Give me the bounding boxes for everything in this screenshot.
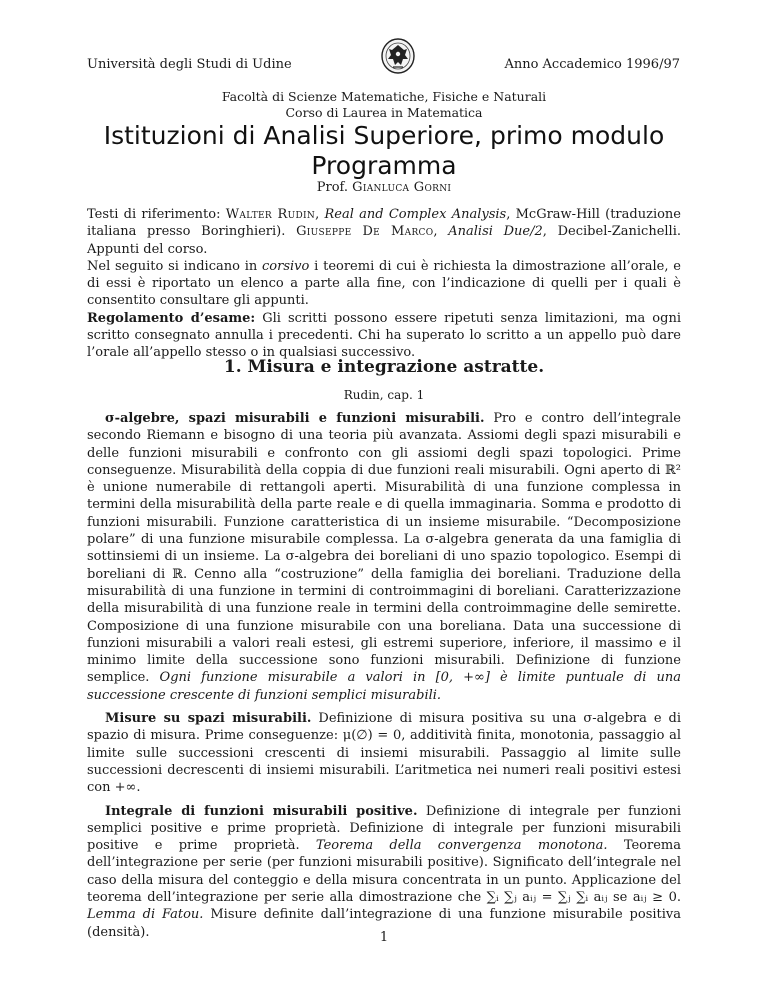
paragraph-measures <box>87 710 681 796</box>
book-rudin: Real and Complex Analysis <box>324 207 507 222</box>
section-title: 1. Misura e integrazione astratte. <box>223 357 545 377</box>
p1-theorem: Ogni funzione misurabile a valori in [0, +∞] è limite puntuale di una successione crescente di funzioni semplici misurabili. <box>87 670 681 703</box>
italic-note <box>87 258 681 310</box>
p2-heading: Misure su spazi misurabili. <box>105 711 312 727</box>
note-em: corsivo <box>262 258 310 274</box>
author-rudin: Walter Rudin <box>225 207 316 222</box>
p1-text: Pro e contro dell’integrale secondo Riemann e bisogno di una teoria più avanzata. Assiomi degli spazi misurabili e delle funzioni misurabili e confronto con gli assiomi degli spazi topologici. Prime conseguenze. Misurabilità della coppia di due funzioni reali misurabili. Ogni aperto di ℝ² è unione numerabile di rettangoli aperti. Misurabilità di una funzione complessa in termini della misurabilità della parte reale e di quella immaginaria. Somma e prodotto di funzioni misurabili. Funzione caratteristica di un insieme misurabile. “Decomposizione polare” di una funzione misurabile complessa. La σ-algebra generata da una famiglia di sottinsiemi di un insieme. La σ-algebra dei boreliani di uno spazio topologico. Esempi di boreliani di ℝ. Cenno alla “costruzione” della famiglia dei boreliani. Traduzione della misurabilità di una funzione in termini di controimmagini di boreliani. Caratterizzazione della misurabilità di una funzione reale in termini della controimmagine delle semirette. Composizione di una funzione misurabile con una boreliana. Data una successione di funzioni misurabili a valori reali estesi, gli estremi superiore, inferiore, il massimo e il minimo limite della successione sono funzioni misurabili. Definizione di funzione semplice. <box>87 411 681 686</box>
p3-text-a: Definizione di integrale per funzioni semplici positive e prime proprietà. Definizione di integrale per funzioni misurabili positive e prime proprietà. <box>87 803 682 854</box>
reference-texts: Testi di riferimento: Walter Rudin, Real and Complex Analysis, McGraw-Hill (traduzione italiana presso Boringhieri). Giuseppe De Marco, Analisi Due/2, Decibel-Zanichelli. Appunti del corso. <box>87 207 682 257</box>
book-demarco-details: , Decibel-Zanichelli. Appunti del corso. <box>87 224 682 257</box>
p2-text: Definizione di misura positiva su una σ-algebra e di spazio di misura. Prime conseguenze: μ(∅) = 0, additività finita, monotonia, passaggio al limite sulle successioni crescenti di insiemi misurabili. Passaggio al limite sulle successioni decrescenti di insiemi misurabili. L’aritmetica nei numeri reali positivi estesi con +∞. <box>87 711 682 796</box>
professor-line <box>0 180 768 195</box>
title-line-2: Programma <box>311 151 457 180</box>
faculty-name: Facoltà di Scienze Matematiche, Fisiche e Naturali <box>221 89 547 104</box>
book-demarco: Analisi Due/2 <box>448 224 543 240</box>
p3-text-b: Teorema dell’integrazione per serie (per funzioni misurabili positive). Significato dell’integrale nel caso della misura del conteggio e della misura concentrata in un punto. Applicazione del teorema dell’integrazione per serie alla dimostrazione che ∑ᵢ ∑ⱼ aᵢⱼ = ∑ⱼ ∑ᵢ aᵢⱼ se aᵢⱼ ≥ 0. <box>87 838 681 906</box>
p3-theorem-monotone: Teorema della convergenza monotona. <box>315 838 608 854</box>
exam-rules <box>87 310 681 362</box>
p1-heading: σ-algebre, spazi misurabili e funzioni misurabili. <box>105 411 485 426</box>
intro-block <box>87 206 681 362</box>
p3-lemma-fatou: Lemma di Fatou. <box>87 907 204 923</box>
p3-text-c: Misure definite dall’integrazione di una funzione misurabile positiva (densità). <box>87 907 682 940</box>
p3-heading: Integrale di funzioni misurabili positive. <box>105 803 418 819</box>
paragraph-integral <box>87 803 681 941</box>
professor-prefix: Prof. <box>316 180 349 195</box>
faculty-block <box>0 89 768 121</box>
academic-year: Anno Accademico 1996/97 <box>504 57 680 72</box>
degree-course: Corso di Laurea in Matematica <box>285 105 483 120</box>
book-rudin-details: , McGraw-Hill (traduzione italiana presso Boringhieri). <box>87 207 681 240</box>
section-subtitle: Rudin, cap. 1 <box>343 388 425 402</box>
university-seal-icon <box>381 38 415 74</box>
title-line-1: Istituzioni di Analisi Superiore, primo modulo <box>103 121 665 150</box>
rules-text: Gli scritti possono essere ripetuti senza limitazioni, ma ogni scritto consegnato annulla i precedenti. Chi ha superato lo scritto a un appello può dare l’orale all’appello stesso o in qualsiasi successivo. <box>87 310 681 361</box>
note-part-a: Nel seguito si indicano in <box>87 258 263 274</box>
page-number: 1 <box>379 930 389 945</box>
paragraph-sigma-algebras <box>87 410 681 704</box>
note-part-b: i teoremi di cui è richiesta la dimostrazione all’orale, e di essi è riportato un elenco a parte alla fine, con l’indicazione di quelli per i quali è consentito consultare gli appunti. <box>87 258 681 309</box>
rules-label: Regolamento d’esame: <box>87 310 256 326</box>
section-body <box>87 410 681 941</box>
professor-name: Gianluca Gorni <box>352 180 452 195</box>
university-name: Università degli Studi di Udine <box>87 57 292 72</box>
texts-label: Testi di riferimento: <box>87 207 221 222</box>
document-title <box>0 121 768 181</box>
author-demarco: Giuseppe De Marco <box>296 224 434 240</box>
